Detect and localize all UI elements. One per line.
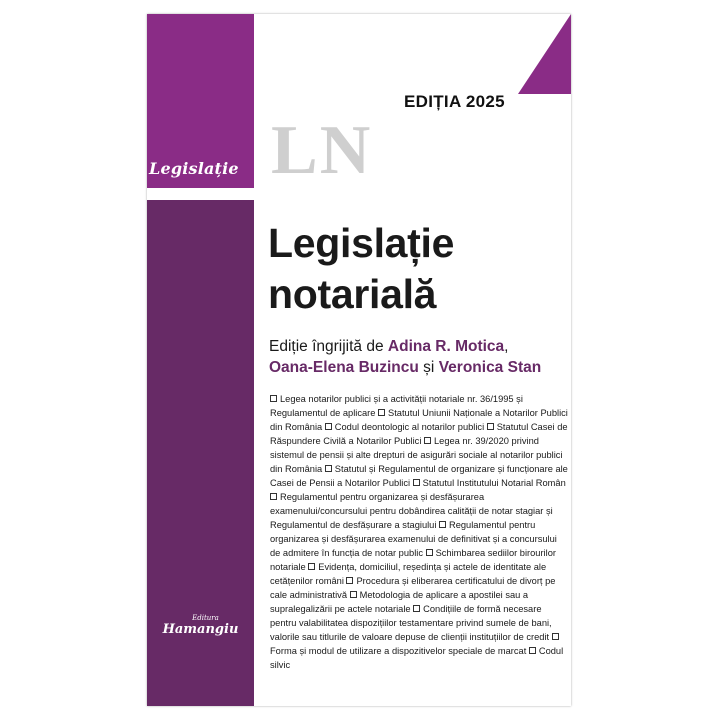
checkbox-bullet-icon — [308, 563, 315, 570]
book-title — [268, 218, 454, 320]
checkbox-bullet-icon — [439, 521, 446, 528]
contents-item: Legea nr. 39/2020 privind sistemul de pensii și alte drepturi de asigurări sociale al notarilor publici din România — [270, 436, 563, 474]
editors-comma: , — [504, 338, 509, 355]
contents-item: Evidența, domiciliul, reședința și actele de identitate ale cetățenilor români — [270, 562, 547, 586]
contents-item: Schimbarea sediilor birourilor notariale — [270, 548, 556, 572]
checkbox-bullet-icon — [426, 549, 433, 556]
checkbox-bullet-icon — [325, 465, 332, 472]
ln-logo: LN — [271, 112, 373, 189]
contents-item: Codul silvic — [270, 646, 564, 670]
book-cover — [147, 14, 571, 706]
contents-item: Procedura și eliberarea certificatului de divorț pe cale administrativă — [270, 576, 556, 600]
contents-item: Regulamentul pentru organizarea și desfășurarea examenului de definitivat și a concursului de admitere în funcția de notar public — [270, 520, 557, 558]
editors-prefix: Ediție îngrijită de — [269, 338, 388, 355]
publisher-small-label: Editura — [192, 614, 219, 622]
contents-item: Condițiile de formă necesare pentru valabilitatea dispozițiilor testamentare privind sumele de bani, valorile sau titlurile de valoare depuse de clienții instituțiilor de credit — [270, 604, 552, 642]
checkbox-bullet-icon — [529, 647, 536, 654]
checkbox-bullet-icon — [270, 395, 277, 402]
publisher-logo — [147, 614, 254, 637]
contents-item: Statutul Uniunii Naționale a Notarilor Publici din România — [270, 408, 568, 432]
book-title-line-1: Legislație — [268, 220, 455, 266]
checkbox-bullet-icon — [413, 605, 420, 612]
checkbox-bullet-icon — [270, 493, 277, 500]
checkbox-bullet-icon — [378, 409, 385, 416]
series-label: Legislație — [149, 159, 239, 178]
contents-item: Metodologia de aplicare a apostilei sau a supralegalizării pe actele notariale — [270, 590, 529, 614]
contents-item: Statutul și Regulamentul de organizare și funcționare ale Casei de Pensii a Notarilor Publici — [270, 464, 568, 488]
editor-name-1: Adina R. Motica — [387, 338, 505, 355]
contents-item: Legea notarilor publici și a activității notariale nr. 36/1995 și Regulamentul de aplicare — [270, 394, 523, 418]
corner-triangle-decoration — [518, 14, 571, 94]
contents-item: Regulamentul pentru organizarea și desfășurarea examenului/concursului pentru dobândirea calității de notar stagiar și Regulamentul de desfășurare a stagiului — [270, 492, 553, 530]
checkbox-bullet-icon — [413, 479, 420, 486]
checkbox-bullet-icon — [487, 423, 494, 430]
publisher-name: Hamangiu — [162, 622, 239, 637]
contents-item: Forma și modul de utilizare a dispozitivelor speciale de marcat — [270, 646, 529, 656]
editor-name-3: Veronica Stan — [438, 359, 542, 376]
contents-item: Codul deontologic al notarilor publici — [334, 422, 487, 432]
editor-name-2: Oana-Elena Buzincu — [269, 359, 419, 376]
checkbox-bullet-icon — [424, 437, 431, 444]
contents-list — [270, 392, 568, 672]
editors-and: și — [418, 359, 439, 376]
edition-label: EDIȚIA 2025 — [404, 92, 505, 111]
editors-credit — [269, 336, 541, 378]
contents-item: Statutul Casei de Răspundere Civilă a Notarilor Publici — [270, 422, 568, 446]
checkbox-bullet-icon — [325, 423, 332, 430]
book-title-line-2: notarială — [268, 271, 437, 317]
contents-item: Statutul Institutului Notarial Român — [422, 478, 566, 488]
checkbox-bullet-icon — [350, 591, 357, 598]
checkbox-bullet-icon — [552, 633, 559, 640]
checkbox-bullet-icon — [346, 577, 353, 584]
